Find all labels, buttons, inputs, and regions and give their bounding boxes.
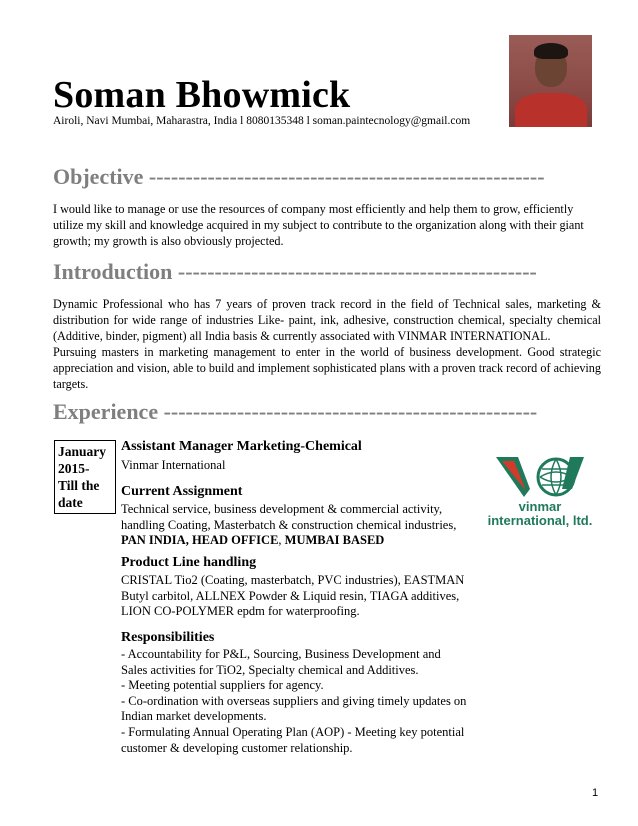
page-number: 1 <box>592 787 599 799</box>
introduction-heading: Introduction ------------------------------------------------- <box>53 259 537 284</box>
product-line: CRISTAL Tio2 (Coating, masterbatch, PVC industries), EASTMAN <box>121 573 465 587</box>
logo-text <box>484 500 596 528</box>
contact-info: Airoli, Navi Mumbai, Maharastra, India l 8080135348 l soman.paintecnology@gmail.com <box>53 115 471 127</box>
logo-line: vinmar <box>518 499 562 514</box>
objective-text <box>53 201 601 249</box>
responsibility-line: - Formulating Annual Operating Plan (AOP) - Meeting key potential <box>121 724 465 739</box>
company-name: Vinmar International <box>121 458 226 472</box>
responsibilities-list <box>121 647 466 756</box>
current-assignment-text <box>121 502 456 549</box>
profile-photo <box>509 35 592 127</box>
assignment-line: Technical service, business development & commercial activity, <box>121 502 443 516</box>
responsibilities-heading: Responsibilities <box>121 630 215 645</box>
responsibility-line: customer & developing customer relationship. <box>121 740 353 755</box>
experience-heading: Experience --------------------------------------------------- <box>53 399 538 424</box>
responsibility-line: Sales activities for TiO2, Specialty chemical and Additives. <box>121 662 419 677</box>
location-separator: , <box>278 533 285 548</box>
candidate-name: Soman Bhowmick <box>53 74 351 116</box>
objective-heading: Objective ------------------------------------------------------ <box>53 164 545 189</box>
date-line: January <box>58 444 107 459</box>
objective-line: I would like to manage or use the resources of company most efficiently and help them to grow, efficiently <box>53 202 574 216</box>
product-line-text <box>121 573 464 620</box>
logo-line: international, ltd. <box>487 513 593 528</box>
responsibility-line: Indian market developments. <box>121 709 267 724</box>
date-line: date <box>58 495 83 510</box>
product-line-heading: Product Line handling <box>121 555 257 570</box>
product-line: LION CO-POLYMER epdm for waterproofing. <box>121 604 360 619</box>
job-title: Assistant Manager Marketing-Chemical <box>121 439 362 454</box>
responsibility-line: - Accountability for P&L, Sourcing, Business Development and <box>121 647 441 661</box>
product-line: Butyl carbitol, ALLNEX Powder & Liquid resin, TIAGA additives, <box>121 588 460 603</box>
date-line: Till the <box>58 478 100 493</box>
introduction-text: Dynamic Professional who has 7 years of proven track record in the field of Technical sales, marketing & distribution for wide range of industries Like- paint, ink, adhesive, construction chemical, specialty chemical (Additive, binder, pigment) all India basis & currently associated with VINMAR INTERNATIONAL. <box>53 297 601 343</box>
date-line: 2015- <box>58 461 90 476</box>
current-assignment-heading: Current Assignment <box>121 484 243 499</box>
assignment-location-line <box>121 533 456 549</box>
responsibility-line: - Meeting potential suppliers for agency. <box>121 678 324 693</box>
assignment-line: handling Coating, Masterbatch & construction chemical industries, <box>121 517 457 532</box>
responsibility-line: - Co-ordination with overseas suppliers and giving timely updates on <box>121 693 467 708</box>
objective-line: utilize my skill and knowledge acquired in my subject to contribute to the organization along with their giant <box>53 218 584 232</box>
objective-line: growth; my growth is also obviously projected. <box>53 234 284 248</box>
location-bold: PAN INDIA, HEAD OFFICE <box>121 533 279 548</box>
location-bold: MUMBAI BASED <box>284 533 385 548</box>
job-date-range <box>54 440 116 514</box>
introduction-text-2: Pursuing masters in marketing management to enter in the world of business development. Good strategic appreciation and vision, able to build and implement sophisticated plans with a proven track record of achieving targets. <box>53 345 601 391</box>
